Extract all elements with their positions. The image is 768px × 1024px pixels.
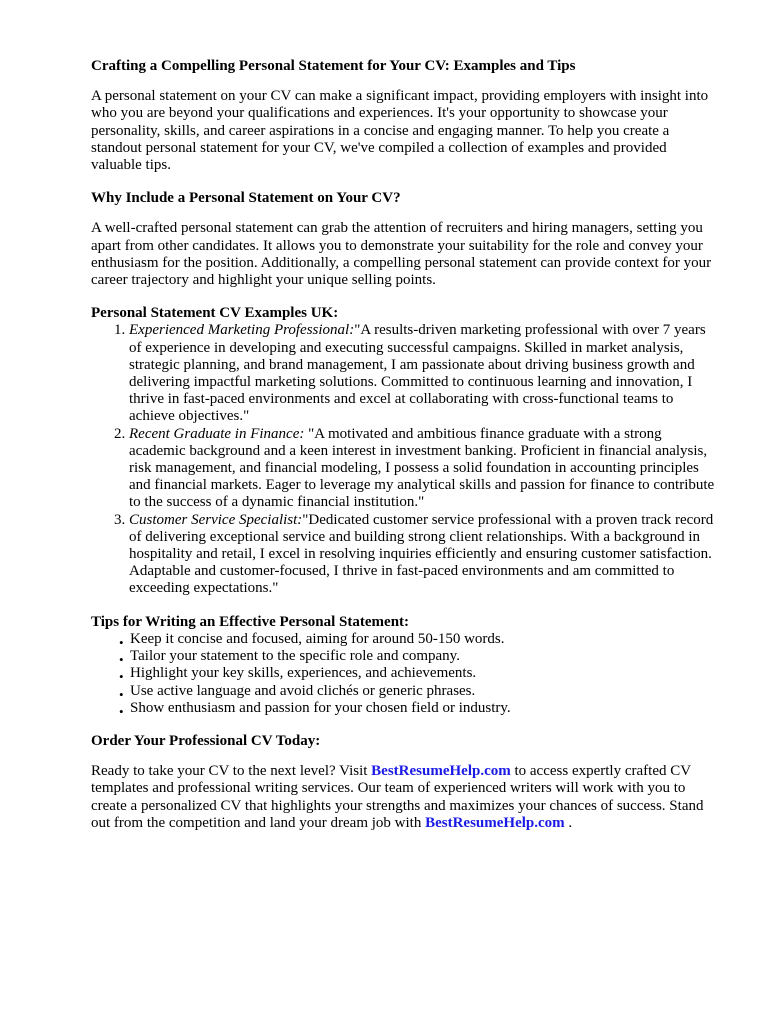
example-item bbox=[129, 322, 721, 425]
tip-item bbox=[121, 700, 721, 717]
tip-item bbox=[119, 648, 721, 668]
examples-list bbox=[91, 322, 721, 597]
example-role: Customer Service Specialist: bbox=[129, 511, 303, 528]
example-text: "A motivated and ambitious finance graduate with a strong academic background and a keen interest in investment banking. Proficient in financial analysis, risk management, and financial modeling, I possess a solid foundation in accounting principles and financial markets. Eager to leverage my analytical skills and passion for finance to contribute to the success of a dynamic financial institution." bbox=[129, 425, 715, 511]
order-text-middle: to access expertly crafted CV templates and professional writing services. Our team of experienced writers will work with you to create a personalized CV that highlights your strengths and maximizes your chances of success. Stand out from the competition and land your dream job with bbox=[91, 763, 704, 831]
tips-heading: Tips for Writing an Effective Personal Statement: bbox=[91, 613, 410, 630]
why-paragraph: A well-crafted personal statement can grab the attention of recruiters and hiring managers, setting you apart from other candidates. It allows you to demonstrate your suitability for the role and convey your enthusiasm for the position. Additionally, a compelling personal statement can provide context for your career trajectory and highlight your unique selling points. bbox=[91, 220, 712, 289]
example-role: Recent Graduate in Finance: bbox=[129, 425, 305, 442]
bullet-icon: • bbox=[119, 634, 124, 650]
tip-text: Show enthusiasm and passion for your chosen field or industry. bbox=[130, 699, 511, 716]
tip-text: Keep it concise and focused, aiming for around 50-150 words. bbox=[130, 630, 505, 647]
tip-text: Tailor your statement to the specific role and company. bbox=[130, 648, 460, 665]
example-item bbox=[129, 426, 721, 512]
bullet-icon: • bbox=[119, 669, 124, 685]
tips-list bbox=[91, 631, 721, 717]
bestresumehelp-link[interactable]: BestResumeHelp.com bbox=[371, 763, 511, 780]
why-heading: Why Include a Personal Statement on Your CV? bbox=[91, 190, 401, 207]
example-text: "Dedicated customer service professional with a proven track record of delivering exceptional service and building strong client relationships. With a background in hospitality and retail, I excel in resolving inquiries efficiently and ensuring customer satisfaction. Adaptable and customer-focused, I thrive in fast-paced environments and am committed to exceeding expectations." bbox=[129, 511, 714, 597]
example-role: Experienced Marketing Professional: bbox=[129, 322, 355, 339]
tip-text: Use active language and avoid clichés or generic phrases. bbox=[130, 682, 476, 699]
bullet-icon: • bbox=[119, 652, 124, 668]
tip-text: Highlight your key skills, experiences, and achievements. bbox=[130, 665, 477, 682]
examples-heading: Personal Statement CV Examples UK: bbox=[91, 305, 339, 322]
order-text-after: . bbox=[564, 814, 573, 831]
document-page bbox=[91, 58, 721, 832]
intro-paragraph: A personal statement on your CV can make a significant impact, providing employers with insight into who you are beyond your qualifications and experiences. It's your opportunity to showcase your personality, skills, and career aspirations in a concise and engaging manner. To help you create a standout personal statement for your CV, we've compiled a collection of examples and provided valuable tips. bbox=[91, 88, 709, 174]
example-item bbox=[129, 512, 721, 598]
page-title: Crafting a Compelling Personal Statement for Your CV: Examples and Tips bbox=[91, 58, 576, 74]
order-text-before: Ready to take your CV to the next level? Visit bbox=[91, 763, 372, 780]
order-heading: Order Your Professional CV Today: bbox=[91, 732, 321, 749]
tip-item bbox=[121, 683, 721, 700]
bestresumehelp-link-2[interactable]: BestResumeHelp.com bbox=[425, 814, 565, 831]
bullet-icon: • bbox=[119, 703, 124, 719]
order-paragraph bbox=[91, 763, 721, 832]
bullet-icon: • bbox=[119, 686, 124, 702]
example-text: "A results-driven marketing professional with over 7 years of experience in developing and executing successful campaigns. Skilled in market analysis, strategic planning, and brand management, I am passionate about driving business growth and delivering impactful marketing solutions. Committed to continuous learning and innovation, I thrive in fast-paced environments and excel at collaborating with cross-functional teams to achieve objectives." bbox=[129, 322, 706, 425]
tip-item bbox=[121, 631, 721, 648]
tip-item bbox=[119, 665, 721, 685]
